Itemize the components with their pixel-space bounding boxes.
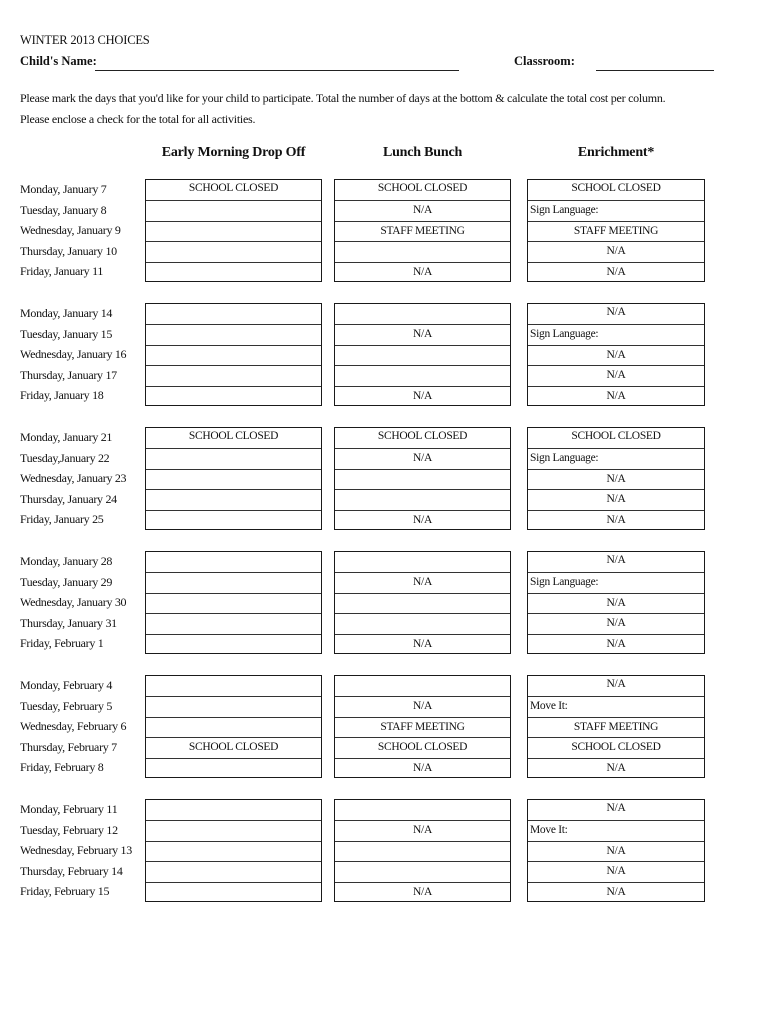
early-morning-cell[interactable] [146,551,321,572]
lunch-bunch-cell: STAFF MEETING [335,717,510,738]
lunch-bunch-cell: SCHOOL CLOSED [377,430,468,443]
early-morning-column-box [145,675,322,778]
classroom-label: Classroom: [514,54,575,68]
lunch-bunch-cell[interactable] [335,365,510,386]
lunch-bunch-cell[interactable] [335,613,510,634]
classroom-field[interactable] [596,56,714,71]
lunch-bunch-cell: N/A [335,324,510,345]
day-label: Monday, February 4 [20,678,113,692]
lunch-bunch-cell[interactable] [335,551,510,572]
day-label: Tuesday,January 22 [20,450,110,465]
early-morning-cell[interactable] [146,345,321,366]
enrichment-cell: Move It: [528,820,704,841]
enrichment-cell: N/A [606,802,626,815]
lunch-bunch-cell[interactable] [335,593,510,614]
enrichment-cell: N/A [528,365,704,386]
early-morning-cell[interactable] [146,262,321,283]
enrichment-cell: N/A [528,882,704,903]
early-morning-cell: SCHOOL CLOSED [146,737,321,758]
lunch-bunch-cell: N/A [335,696,510,717]
enrichment-cell: Sign Language: [528,324,704,345]
week-block [0,675,770,780]
early-morning-cell[interactable] [146,799,321,820]
lunch-bunch-cell[interactable] [335,861,510,882]
enrichment-cell: N/A [606,306,626,319]
early-morning-cell[interactable] [146,324,321,345]
enrichment-cell: Sign Language: [528,200,704,221]
day-label: Thursday, February 7 [20,739,117,754]
enrichment-cell: N/A [528,510,704,531]
day-label: Tuesday, January 29 [20,574,113,589]
early-morning-cell[interactable] [146,489,321,510]
day-label: Thursday, February 14 [20,863,123,878]
enrichment-cell: N/A [528,241,704,262]
early-morning-cell[interactable] [146,861,321,882]
day-label: Tuesday, February 5 [20,698,113,713]
lunch-bunch-cell: N/A [335,882,510,903]
day-label: Monday, January 21 [20,430,113,444]
lunch-bunch-cell: N/A [335,262,510,283]
early-morning-cell[interactable] [146,510,321,531]
enrichment-cell: N/A [528,489,704,510]
day-label: Thursday, January 10 [20,243,117,258]
lunch-bunch-cell: N/A [335,448,510,469]
enrichment-cell: STAFF MEETING [528,221,704,242]
enrichment-cell: N/A [528,469,704,490]
day-label: Monday, January 28 [20,554,113,568]
week-block [0,799,770,904]
enrichment-cell: SCHOOL CLOSED [571,182,661,195]
day-label: Monday, January 14 [20,306,113,320]
lunch-bunch-cell: N/A [335,634,510,655]
lunch-bunch-column-box [334,675,511,778]
day-label: Friday, January 18 [20,388,104,403]
day-label: Friday, February 1 [20,636,104,651]
enrichment-cell: Sign Language: [528,448,704,469]
week-block [0,303,770,408]
enrichment-column-box [527,675,705,778]
day-label: Friday, February 15 [20,884,110,899]
lunch-bunch-cell[interactable] [335,489,510,510]
lunch-bunch-cell[interactable] [335,345,510,366]
lunch-bunch-cell[interactable] [335,241,510,262]
early-morning-cell[interactable] [146,448,321,469]
lunch-bunch-cell: N/A [335,510,510,531]
child-name-field[interactable] [95,56,459,71]
early-morning-cell[interactable] [146,469,321,490]
enrichment-column-box [527,799,705,902]
early-morning-cell[interactable] [146,696,321,717]
name-row [20,54,710,74]
early-morning-cell[interactable] [146,200,321,221]
enrichment-cell: SCHOOL CLOSED [571,430,661,443]
early-morning-cell[interactable] [146,613,321,634]
enrichment-cell: N/A [528,345,704,366]
early-morning-column-box [145,427,322,530]
instructions-line-1: Please mark the days that you'd like for your child to participate. Total the number of days at the bottom & calculate the total cost per column. [20,91,666,105]
day-label: Wednesday, February 6 [20,719,127,734]
early-morning-column-box [145,179,322,282]
early-morning-cell[interactable] [146,593,321,614]
early-morning-cell: SCHOOL CLOSED [188,430,279,443]
early-morning-cell[interactable] [146,303,321,324]
enrichment-cell: Move It: [528,696,704,717]
early-morning-cell[interactable] [146,572,321,593]
child-name-label: Child's Name: [20,54,97,68]
enrichment-cell: N/A [528,861,704,882]
lunch-bunch-cell: SCHOOL CLOSED [377,182,468,195]
early-morning-cell[interactable] [146,634,321,655]
enrichment-column-box [527,303,705,406]
column-header-enrichment: Enrichment* [577,145,655,160]
enrichment-column-box [527,551,705,654]
column-header-early-morning: Early Morning Drop Off [161,145,306,160]
lunch-bunch-cell: N/A [335,820,510,841]
lunch-bunch-cell[interactable] [335,841,510,862]
week-block [0,551,770,656]
enrichment-cell: N/A [606,678,626,691]
enrichment-column-box [527,427,705,530]
lunch-bunch-cell: N/A [335,386,510,407]
lunch-bunch-column-box [334,427,511,530]
lunch-bunch-column-box [334,179,511,282]
day-label: Friday, January 25 [20,512,104,527]
lunch-bunch-cell: N/A [335,758,510,779]
early-morning-cell[interactable] [146,717,321,738]
day-label: Wednesday, January 16 [20,347,127,362]
early-morning-cell: SCHOOL CLOSED [188,182,279,195]
week-block [0,427,770,532]
column-header-lunch-bunch: Lunch Bunch [382,145,463,160]
day-label: Thursday, January 31 [20,615,117,630]
lunch-bunch-column-box [334,551,511,654]
early-morning-cell[interactable] [146,820,321,841]
enrichment-cell: N/A [528,613,704,634]
early-morning-cell[interactable] [146,386,321,407]
lunch-bunch-cell: STAFF MEETING [335,221,510,242]
early-morning-cell[interactable] [146,758,321,779]
day-label: Wednesday, January 30 [20,595,127,610]
enrichment-cell: N/A [528,386,704,407]
day-label: Thursday, January 24 [20,491,117,506]
early-morning-column-box [145,551,322,654]
day-label: Wednesday, February 13 [20,843,132,858]
early-morning-column-box [145,303,322,406]
lunch-bunch-column-box [334,303,511,406]
day-label: Thursday, January 17 [20,367,117,382]
day-label: Wednesday, January 9 [20,223,121,238]
enrichment-cell: SCHOOL CLOSED [528,737,704,758]
enrichment-cell: STAFF MEETING [528,717,704,738]
day-label: Tuesday, February 12 [20,822,118,837]
lunch-bunch-cell[interactable] [335,303,510,324]
enrichment-cell: N/A [528,841,704,862]
enrichment-cell: N/A [528,262,704,283]
day-label: Friday, February 8 [20,760,104,775]
day-label: Tuesday, January 8 [20,202,107,217]
early-morning-cell[interactable] [146,241,321,262]
day-label: Friday, January 11 [20,264,104,279]
lunch-bunch-cell: N/A [335,200,510,221]
early-morning-cell[interactable] [146,841,321,862]
enrichment-cell: N/A [606,554,626,567]
day-label: Tuesday, January 15 [20,326,113,341]
early-morning-column-box [145,799,322,902]
lunch-bunch-cell[interactable] [335,469,510,490]
early-morning-cell[interactable] [146,882,321,903]
early-morning-cell[interactable] [146,221,321,242]
enrichment-cell: N/A [528,593,704,614]
enrichment-cell: N/A [528,634,704,655]
early-morning-cell[interactable] [146,675,321,696]
day-label: Monday, January 7 [20,182,107,196]
lunch-bunch-column-box [334,799,511,902]
day-label: Wednesday, January 23 [20,471,127,486]
day-label: Monday, February 11 [20,802,118,816]
lunch-bunch-cell: N/A [335,572,510,593]
week-block [0,179,770,284]
form-title: WINTER 2013 CHOICES [20,33,150,47]
enrichment-column-box [527,179,705,282]
instructions-line-2: Please enclose a check for the total for all activities. [20,112,256,126]
lunch-bunch-cell: SCHOOL CLOSED [335,737,510,758]
lunch-bunch-cell[interactable] [335,799,510,820]
early-morning-cell[interactable] [146,365,321,386]
enrichment-cell: N/A [528,758,704,779]
enrichment-cell: Sign Language: [528,572,704,593]
lunch-bunch-cell[interactable] [335,675,510,696]
